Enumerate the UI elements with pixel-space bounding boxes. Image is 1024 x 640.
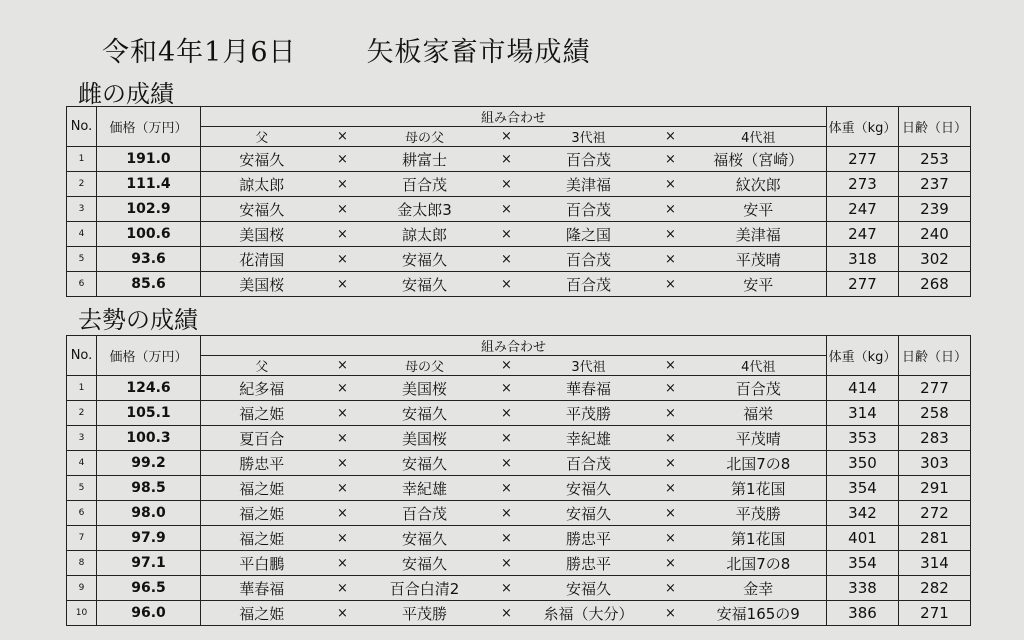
price-cell: 85.6: [97, 272, 201, 297]
age-cell: 271: [899, 601, 971, 626]
times-sign: ×: [651, 526, 691, 551]
price-cell: 191.0: [97, 147, 201, 172]
row-number: 7: [67, 526, 97, 551]
weight-cell: 342: [827, 501, 899, 526]
maternal-grandfather-cell: 安福久: [363, 451, 487, 476]
row-number: 4: [67, 222, 97, 247]
age-cell: 239: [899, 197, 971, 222]
header-times: ×: [323, 127, 363, 147]
weight-cell: 338: [827, 576, 899, 601]
weight-cell: 318: [827, 247, 899, 272]
maternal-grandfather-cell: 耕富士: [363, 147, 487, 172]
age-cell: 302: [899, 247, 971, 272]
age-cell: 283: [899, 426, 971, 451]
fourth-gen-cell: 美津福: [691, 222, 827, 247]
table-row: [67, 551, 971, 576]
maternal-grandfather-cell: 美国桜: [363, 376, 487, 401]
page-title: [102, 30, 591, 69]
table-row: [67, 526, 971, 551]
times-sign: ×: [487, 247, 527, 272]
times-sign: ×: [323, 601, 363, 626]
father-cell: 華春福: [201, 576, 323, 601]
weight-cell: 353: [827, 426, 899, 451]
father-cell: 諒太郎: [201, 172, 323, 197]
weight-cell: 247: [827, 222, 899, 247]
times-sign: ×: [651, 501, 691, 526]
times-sign: ×: [323, 376, 363, 401]
maternal-grandfather-cell: 安福久: [363, 272, 487, 297]
row-number: 6: [67, 272, 97, 297]
price-cell: 97.9: [97, 526, 201, 551]
third-gen-cell: 安福久: [527, 476, 651, 501]
maternal-grandfather-cell: 百合茂: [363, 501, 487, 526]
weight-cell: 277: [827, 272, 899, 297]
times-sign: ×: [323, 426, 363, 451]
price-cell: 100.3: [97, 426, 201, 451]
header-times: ×: [487, 356, 527, 376]
header-third-gen: 3代祖: [527, 127, 651, 147]
maternal-grandfather-cell: 安福久: [363, 401, 487, 426]
father-cell: 紀多福: [201, 376, 323, 401]
fourth-gen-cell: 百合茂: [691, 376, 827, 401]
price-cell: 93.6: [97, 247, 201, 272]
row-number: 1: [67, 376, 97, 401]
table-row: [67, 426, 971, 451]
female-results-body: [67, 147, 971, 297]
father-cell: 福之姫: [201, 526, 323, 551]
row-number: 4: [67, 451, 97, 476]
price-cell: 96.5: [97, 576, 201, 601]
table-row: [67, 501, 971, 526]
steer-results-table: [66, 335, 971, 626]
times-sign: ×: [487, 576, 527, 601]
times-sign: ×: [323, 272, 363, 297]
third-gen-cell: 勝忠平: [527, 551, 651, 576]
weight-cell: 354: [827, 476, 899, 501]
price-cell: 98.0: [97, 501, 201, 526]
age-cell: 272: [899, 501, 971, 526]
times-sign: ×: [651, 401, 691, 426]
weight-cell: 247: [827, 197, 899, 222]
fourth-gen-cell: 福桜（宮崎）: [691, 147, 827, 172]
maternal-grandfather-cell: 安福久: [363, 526, 487, 551]
times-sign: ×: [323, 526, 363, 551]
times-sign: ×: [651, 476, 691, 501]
father-cell: 安福久: [201, 197, 323, 222]
header-father: 父: [201, 127, 323, 147]
third-gen-cell: 安福久: [527, 501, 651, 526]
times-sign: ×: [651, 172, 691, 197]
table-row: [67, 197, 971, 222]
fourth-gen-cell: 紋次郎: [691, 172, 827, 197]
maternal-grandfather-cell: 平茂勝: [363, 601, 487, 626]
fourth-gen-cell: 安福165の9: [691, 601, 827, 626]
table-row: [67, 222, 971, 247]
times-sign: ×: [651, 451, 691, 476]
header-price: 価格（万円）: [97, 336, 201, 376]
age-cell: 268: [899, 272, 971, 297]
times-sign: ×: [323, 476, 363, 501]
table-row: [67, 401, 971, 426]
age-cell: 281: [899, 526, 971, 551]
times-sign: ×: [323, 222, 363, 247]
father-cell: 福之姫: [201, 401, 323, 426]
row-number: 10: [67, 601, 97, 626]
father-cell: 花清国: [201, 247, 323, 272]
maternal-grandfather-cell: 安福久: [363, 551, 487, 576]
header-maternal-grandfather: 母の父: [363, 356, 487, 376]
weight-cell: 277: [827, 147, 899, 172]
header-maternal-grandfather: 母の父: [363, 127, 487, 147]
table-row: [67, 576, 971, 601]
header-times: ×: [323, 356, 363, 376]
father-cell: 美国桜: [201, 222, 323, 247]
price-cell: 97.1: [97, 551, 201, 576]
times-sign: ×: [487, 551, 527, 576]
times-sign: ×: [651, 376, 691, 401]
third-gen-cell: 百合茂: [527, 451, 651, 476]
times-sign: ×: [651, 426, 691, 451]
table-row: [67, 451, 971, 476]
fourth-gen-cell: 第1花国: [691, 476, 827, 501]
times-sign: ×: [323, 501, 363, 526]
header-fourth-gen: 4代祖: [691, 127, 827, 147]
times-sign: ×: [651, 247, 691, 272]
header-no: No.: [67, 336, 97, 376]
price-cell: 124.6: [97, 376, 201, 401]
price-cell: 102.9: [97, 197, 201, 222]
times-sign: ×: [487, 222, 527, 247]
fourth-gen-cell: 北国7の8: [691, 451, 827, 476]
father-cell: 夏百合: [201, 426, 323, 451]
maternal-grandfather-cell: 百合茂: [363, 172, 487, 197]
times-sign: ×: [323, 172, 363, 197]
times-sign: ×: [323, 401, 363, 426]
father-cell: 福之姫: [201, 476, 323, 501]
header-times: ×: [651, 127, 691, 147]
times-sign: ×: [487, 501, 527, 526]
times-sign: ×: [487, 451, 527, 476]
weight-cell: 386: [827, 601, 899, 626]
row-number: 8: [67, 551, 97, 576]
header-combination: 組み合わせ: [201, 107, 827, 127]
row-number: 2: [67, 401, 97, 426]
fourth-gen-cell: 平茂勝: [691, 501, 827, 526]
times-sign: ×: [487, 172, 527, 197]
times-sign: ×: [487, 601, 527, 626]
age-cell: 240: [899, 222, 971, 247]
table-row: [67, 476, 971, 501]
row-number: 3: [67, 197, 97, 222]
header-weight: 体重（kg）: [827, 107, 899, 147]
weight-cell: 414: [827, 376, 899, 401]
header-age: 日齢（日）: [899, 336, 971, 376]
price-cell: 99.2: [97, 451, 201, 476]
maternal-grandfather-cell: 金太郎3: [363, 197, 487, 222]
third-gen-cell: 平茂勝: [527, 401, 651, 426]
price-cell: 96.0: [97, 601, 201, 626]
fourth-gen-cell: 福栄: [691, 401, 827, 426]
times-sign: ×: [323, 576, 363, 601]
third-gen-cell: 百合茂: [527, 247, 651, 272]
times-sign: ×: [487, 401, 527, 426]
age-cell: 282: [899, 576, 971, 601]
third-gen-cell: 百合茂: [527, 272, 651, 297]
female-section-title: 雌の成績: [78, 80, 174, 108]
third-gen-cell: 百合茂: [527, 197, 651, 222]
third-gen-cell: 幸紀雄: [527, 426, 651, 451]
times-sign: ×: [651, 551, 691, 576]
row-number: 6: [67, 501, 97, 526]
table-row: [67, 601, 971, 626]
header-weight: 体重（kg）: [827, 336, 899, 376]
header-fourth-gen: 4代祖: [691, 356, 827, 376]
father-cell: 平白鵬: [201, 551, 323, 576]
age-cell: 277: [899, 376, 971, 401]
fourth-gen-cell: 平茂晴: [691, 426, 827, 451]
age-cell: 258: [899, 401, 971, 426]
father-cell: 勝忠平: [201, 451, 323, 476]
row-number: 1: [67, 147, 97, 172]
times-sign: ×: [323, 147, 363, 172]
times-sign: ×: [487, 197, 527, 222]
maternal-grandfather-cell: 百合白清2: [363, 576, 487, 601]
third-gen-cell: 隆之国: [527, 222, 651, 247]
times-sign: ×: [651, 147, 691, 172]
third-gen-cell: 美津福: [527, 172, 651, 197]
times-sign: ×: [323, 247, 363, 272]
fourth-gen-cell: 北国7の8: [691, 551, 827, 576]
row-number: 5: [67, 476, 97, 501]
age-cell: 314: [899, 551, 971, 576]
fourth-gen-cell: 金幸: [691, 576, 827, 601]
third-gen-cell: 勝忠平: [527, 526, 651, 551]
weight-cell: 314: [827, 401, 899, 426]
father-cell: 福之姫: [201, 501, 323, 526]
header-price: 価格（万円）: [97, 107, 201, 147]
maternal-grandfather-cell: 幸紀雄: [363, 476, 487, 501]
weight-cell: 350: [827, 451, 899, 476]
row-number: 9: [67, 576, 97, 601]
weight-cell: 401: [827, 526, 899, 551]
market-name: 矢板家畜市場成績: [366, 37, 591, 68]
steer-results-body: [67, 376, 971, 626]
fourth-gen-cell: 第1花国: [691, 526, 827, 551]
price-cell: 98.5: [97, 476, 201, 501]
steer-section-title: 去勢の成績: [78, 306, 198, 334]
row-number: 5: [67, 247, 97, 272]
header-third-gen: 3代祖: [527, 356, 651, 376]
price-cell: 105.1: [97, 401, 201, 426]
third-gen-cell: 糸福（大分）: [527, 601, 651, 626]
fourth-gen-cell: 平茂晴: [691, 247, 827, 272]
times-sign: ×: [487, 376, 527, 401]
times-sign: ×: [651, 197, 691, 222]
times-sign: ×: [651, 576, 691, 601]
table-row: [67, 272, 971, 297]
table-row: [67, 376, 971, 401]
times-sign: ×: [323, 451, 363, 476]
header-times: ×: [651, 356, 691, 376]
auction-date: 令和4年1月6日: [102, 37, 297, 68]
header-times: ×: [487, 127, 527, 147]
weight-cell: 273: [827, 172, 899, 197]
age-cell: 291: [899, 476, 971, 501]
table-row: [67, 247, 971, 272]
maternal-grandfather-cell: 安福久: [363, 247, 487, 272]
times-sign: ×: [487, 272, 527, 297]
price-cell: 111.4: [97, 172, 201, 197]
times-sign: ×: [323, 551, 363, 576]
header-combination: 組み合わせ: [201, 336, 827, 356]
price-cell: 100.6: [97, 222, 201, 247]
age-cell: 237: [899, 172, 971, 197]
header-father: 父: [201, 356, 323, 376]
fourth-gen-cell: 安平: [691, 272, 827, 297]
times-sign: ×: [487, 526, 527, 551]
times-sign: ×: [487, 147, 527, 172]
table-row: [67, 172, 971, 197]
header-no: No.: [67, 107, 97, 147]
times-sign: ×: [651, 272, 691, 297]
third-gen-cell: 百合茂: [527, 147, 651, 172]
row-number: 2: [67, 172, 97, 197]
age-cell: 303: [899, 451, 971, 476]
fourth-gen-cell: 安平: [691, 197, 827, 222]
table-row: [67, 147, 971, 172]
weight-cell: 354: [827, 551, 899, 576]
maternal-grandfather-cell: 美国桜: [363, 426, 487, 451]
female-results-table: [66, 106, 971, 297]
times-sign: ×: [651, 222, 691, 247]
father-cell: 美国桜: [201, 272, 323, 297]
times-sign: ×: [323, 197, 363, 222]
maternal-grandfather-cell: 諒太郎: [363, 222, 487, 247]
times-sign: ×: [487, 476, 527, 501]
third-gen-cell: 安福久: [527, 576, 651, 601]
third-gen-cell: 華春福: [527, 376, 651, 401]
header-age: 日齢（日）: [899, 107, 971, 147]
age-cell: 253: [899, 147, 971, 172]
father-cell: 福之姫: [201, 601, 323, 626]
row-number: 3: [67, 426, 97, 451]
father-cell: 安福久: [201, 147, 323, 172]
times-sign: ×: [651, 601, 691, 626]
times-sign: ×: [487, 426, 527, 451]
